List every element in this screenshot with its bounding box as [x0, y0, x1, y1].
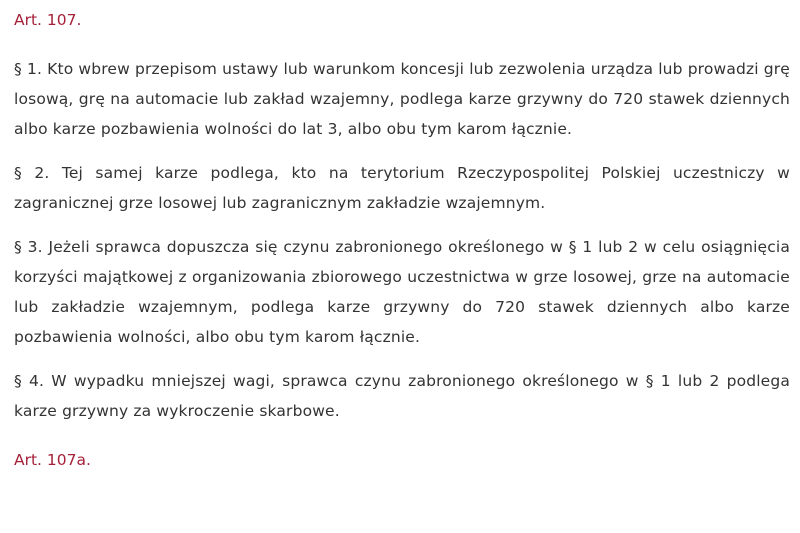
article-107-paragraph-3: § 3. Jeżeli sprawca dopuszcza się czynu zabronionego określonego w § 1 lub 2 w celu osiągnięcia korzyści majątkowej z organizowania zbiorowego uczestnictwa w grze losowej, grze na automacie lub zakładzie wzajemnym, podlega karze grzywny do 720 stawek dziennych albo karze pozbawienia wolności, albo obu tym karom łącznie. — [14, 238, 790, 346]
article-107-heading: Art. 107. — [14, 11, 82, 29]
article-107-paragraph-1: § 1. Kto wbrew przepisom ustawy lub warunkom koncesji lub zezwolenia urządza lub prowadzi grę losową, grę na automacie lub zakład wzajemny, podlega karze grzywny do 720 stawek dziennych albo karze pozbawienia wolności do lat 3, albo obu tym karom łącznie. — [14, 60, 790, 138]
article-107-paragraph-2: § 2. Tej samej karze podlega, kto na terytorium Rzeczypospolitej Polskiej uczestniczy w zagranicznej grze losowej lub zagranicznym zakładzie wzajemnym. — [14, 164, 790, 212]
article-107a-heading: Art. 107a. — [14, 451, 91, 469]
article-107-paragraph-4: § 4. W wypadku mniejszej wagi, sprawca czynu zabronionego określonego w § 1 lub 2 podlega karze grzywny za wykroczenie skarbowe. — [14, 372, 790, 420]
